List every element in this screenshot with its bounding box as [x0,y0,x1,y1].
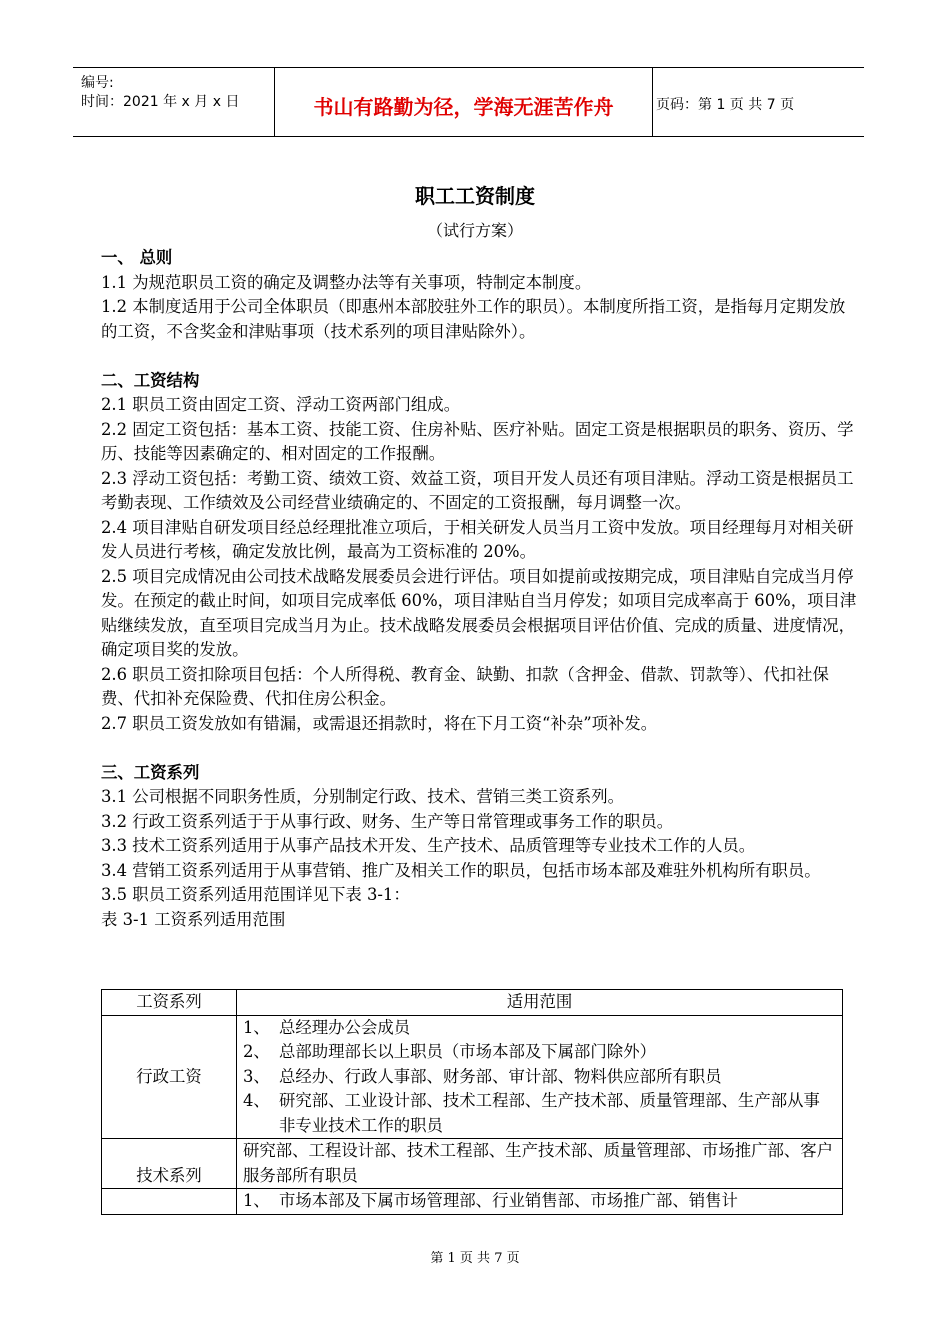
scope-cell [237,1189,843,1215]
paragraph: 3.2 行政工资系列适于于从事行政、财务、生产等日常管理或事务工作的职员。 [101,811,674,831]
scope-cell [237,1015,843,1139]
list-item-number: 4、 [243,1091,270,1110]
paragraph: 3.1 公司根据不同职务性质，分别制定行政、技术、营销三类工资系列。 [101,787,624,806]
header-meta [81,74,239,112]
time-label: 时间：2021 年 x 月 x 日 [81,94,240,110]
table-row [102,1139,843,1189]
document-body [101,246,861,932]
header-cell-scope: 适用范围 [237,990,843,1016]
paragraph: 2.5 项目完成情况由公司技术战略发展委员会进行评估。项目如提前或按期完成，项目津贴自完成当月停发。在预定的截止时间，如项目完成率低 60%，项目津贴自当月停发；如项目完成率高于 60%，项目津贴继续发放，直至项目完成当月为止。技术战略发展委员会根据项目评估价值、完成的质量、进度情况，确定项目奖的发放。 [101,566,857,659]
list-item-text: 市场本部及下属市场管理部、行业销售部、市场推广部、销售计 [279,1191,738,1210]
header-cell-series: 工资系列 [102,990,237,1016]
list-item [243,1040,836,1065]
list-item-text: 总部助理部长以上职员（市场本部及下属部门除外） [279,1042,656,1061]
table-header-row [102,990,843,1016]
list-item-number: 1、 [243,1017,270,1037]
number-label: 编号: [81,75,114,91]
section-heading: 一、 总则 [101,248,173,267]
paragraph: 2.2 固定工资包括：基本工资、技能工资、住房补贴、医疗补贴。固定工资是根据职员的职务、资历、学历、技能等因素确定的、相对固定的工作报酬。 [101,419,854,463]
list-item [243,1065,836,1090]
motto-text: 书山有路勤为径，学海无涯苦作舟 [313,95,614,119]
list-item [243,1016,836,1041]
page-footer: 第 1 页 共 7 页 [430,1251,520,1266]
table-row [102,1015,843,1139]
list-item-number: 2、 [243,1042,270,1061]
paragraph: 1.1 为规范职员工资的确定及调整办法等有关事项，特制定本制度。 [101,272,592,292]
salary-series-table [101,989,843,1215]
list-item-number: 1、 [243,1191,270,1210]
list-item-text: 总经理办公会成员 [279,1017,411,1037]
series-name-cell: 行政工资 [102,1015,237,1139]
section-heading: 三、工资系列 [101,762,200,782]
list-item-text: 总经办、行政人事部、财务部、审计部、物料供应部所有职员 [279,1066,722,1086]
paragraph: 2.4 项目津贴自研发项目经总经理批准立项后，于相关研发人员当月工资中发放。项目经理每月对相关研发人员进行考核，确定发放比例，最高为工资标准的 20%。 [101,517,854,561]
document-title: 职工工资制度 [415,184,535,208]
paragraph: 1.2 本制度适用于公司全体职员（即惠州本部胶驻外工作的职员）。本制度所指工资，是指每月定期发放的工资，不含奖金和津贴事项（技术系列的项目津贴除外）。 [101,297,846,341]
list-item-text: 研究部、工业设计部、技术工程部、生产技术部、质量管理部、生产部从事非专业技术工作的职员 [279,1091,820,1135]
list-item [243,1089,836,1138]
scope-cell: 研究部、工程设计部、技术工程部、生产技术部、质量管理部、市场推广部、客户服务部所有职员 [237,1139,843,1189]
header-motto-cell [274,68,653,136]
spacer [101,344,861,369]
list-item [243,1189,836,1214]
paragraph: 2.3 浮动工资包括：考勤工资、绩效工资、效益工资，项目开发人员还有项目津贴。浮动工资是根据员工考勤表现、工作绩效及公司经营业绩确定的、不固定的工资报酬，每月调整一次。 [101,468,854,512]
series-name-cell: 技术系列 [102,1139,237,1189]
paragraph: 2.6 职员工资扣除项目包括：个人所得税、教育金、缺勤、扣款（含押金、借款、罚款等）、代扣社保费、代扣补充保险费、代扣住房公积金。 [101,664,829,708]
paragraph: 3.5 职员工资系列适用范围详见下表 3-1： [101,885,410,904]
list-item-number: 3、 [243,1066,270,1086]
paragraph: 2.1 职员工资由固定工资、浮动工资两部门组成。 [101,395,461,414]
section-heading: 二、工资结构 [101,370,200,390]
series-name-cell [102,1189,237,1215]
table-caption: 表 3-1 工资系列适用范围 [101,909,286,929]
page-header [73,67,864,137]
table-row [102,1189,843,1215]
paragraph: 3.3 技术工资系列适用于从事产品技术开发、生产技术、品质管理等专业技术工作的人员。 [101,836,756,855]
document-subtitle: （试行方案） [426,221,523,240]
page-number-label: 页码：第 1 页 共 7 页 [656,97,795,113]
paragraph: 3.4 营销工资系列适用于从事营销、推广及相关工作的职员，包括市场本部及难驻外机构所有职员。 [101,860,821,880]
paragraph: 2.7 职员工资发放如有错漏，或需退还捐款时，将在下月工资“补杂”项补发。 [101,713,658,733]
spacer [101,736,861,761]
